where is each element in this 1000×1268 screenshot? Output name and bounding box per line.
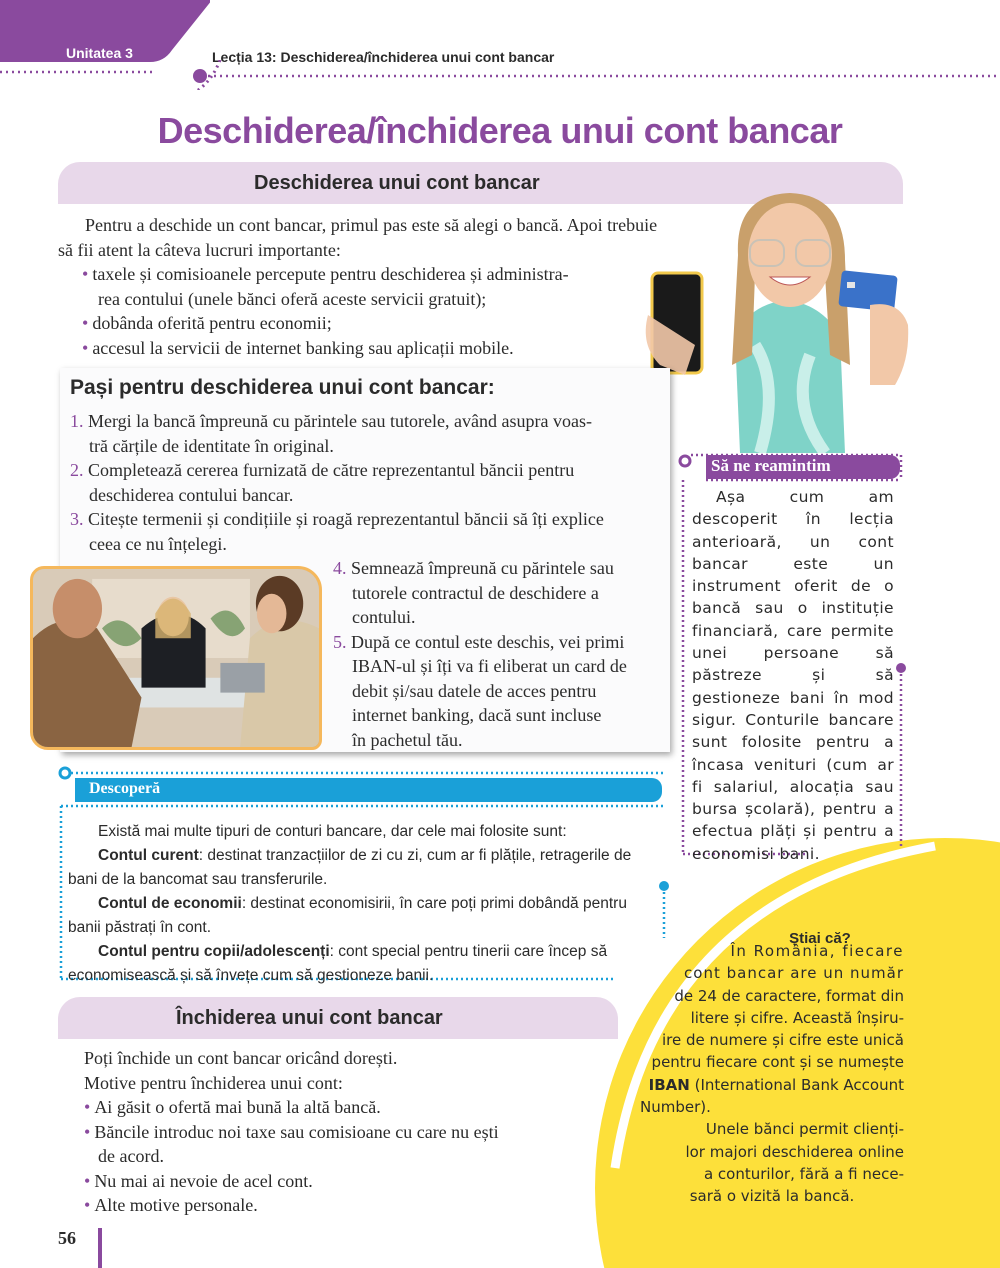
list-item: • Băncile introduc noi taxe sau comisioane cu care nu ești <box>84 1120 604 1145</box>
page-title: Deschiderea/închiderea unui cont bancar <box>157 110 843 151</box>
discover-intro: Există mai multe tipuri de conturi bancare, dar cele mai folosite sunt: <box>98 823 567 840</box>
step-item-continued: IBAN-ul și îți va fi eliberat un card de <box>352 656 627 676</box>
step-item: 3. Citește termenii și condițiile și roagă reprezentantul băncii să îți explice <box>70 509 604 529</box>
closing-line: Motive pentru închiderea unui cont: <box>84 1072 343 1093</box>
step-item-continued: contului. <box>352 607 416 627</box>
step-item-continued: debit și/sau datele de acces pentru <box>352 680 597 701</box>
section-title-closing: Închiderea unui cont bancar <box>176 1007 443 1029</box>
steps-title: Pași pentru deschiderea unui cont bancar: <box>70 376 495 399</box>
steps-list-4-5 <box>333 556 663 752</box>
text-line: Number). <box>640 1098 711 1117</box>
list-item-continued: rea contului (unele bănci oferă aceste servicii gratuit); <box>98 288 487 309</box>
page-number: 56 <box>58 1228 76 1248</box>
text-line: lor majori deschiderea online <box>685 1142 904 1161</box>
discover-header <box>75 778 662 802</box>
account-type-item: Contul de economii: destinat economisirii, în care poți primi dobândă pentru banii păstrați în cont. <box>68 895 627 936</box>
intro-line: să fii atent la câteva lucruri importante: <box>58 239 341 260</box>
list-item: • dobânda oferită pentru economii; <box>58 311 658 336</box>
text-line: IBAN (International Bank Account <box>648 1075 904 1094</box>
header-dotted-line <box>0 60 1000 90</box>
list-item: • Alte motive personale. <box>84 1193 604 1218</box>
text-line: pentru fiecare cont și se numește <box>651 1053 904 1072</box>
did-you-know-text <box>640 940 904 1208</box>
steps-list-1-3 <box>70 409 660 556</box>
step-item: 1. Mergi la bancă împreună cu părintele sau tutorele, având asupra voas- <box>70 411 592 431</box>
opening-intro <box>58 213 658 360</box>
text-line: sară o vizită la bancă. <box>689 1187 855 1206</box>
text-line: a conturilor, fără a fi nece- <box>703 1164 904 1183</box>
account-type-item: Contul curent: destinat tranzacțiilor de zi cu zi, cum ar fi plățile, retragerile de bani de la bancomat sau transferurile. <box>68 847 632 888</box>
unit-label: Unitatea 3 <box>66 45 133 61</box>
step-item-continued: tutorele contractul de deschidere a <box>352 582 599 603</box>
girl-with-phone-and-card-photo <box>640 185 930 453</box>
step-item-continued: deschiderea contului bancar. <box>89 484 294 505</box>
step-item: 2. Completează cererea furnizată de către reprezentantul băncii pentru <box>70 460 575 480</box>
text-line: cont bancar are un număr <box>684 964 904 983</box>
list-item: • Ai găsit o ofertă mai bună la altă bancă. <box>84 1095 604 1120</box>
page-number-bar <box>98 1228 102 1268</box>
lesson-label: Lecția 13: Deschiderea/închiderea unui cont bancar <box>212 49 555 65</box>
discover-title: Descoperă <box>89 780 161 797</box>
closing-text <box>84 1046 604 1218</box>
list-item: • Nu mai ai nevoie de acel cont. <box>84 1169 604 1194</box>
list-item: • accesul la servicii de internet banking sau aplicații mobile. <box>58 336 658 361</box>
text-line: În România, fiecare <box>730 942 904 960</box>
account-type-item: Contul pentru copii/adolescenți: cont special pentru tinerii care încep să economisească și să învețe cum să gestioneze banii. <box>68 943 608 984</box>
section-title-opening: Deschiderea unui cont bancar <box>254 172 540 194</box>
text-line: ire de numere și cifre este unică <box>661 1031 904 1050</box>
text-line: de 24 de caractere, format din <box>674 986 904 1005</box>
closing-line: Poți închide un cont bancar oricând dorești. <box>84 1048 398 1068</box>
did-you-know-title: Știai că? <box>789 930 851 947</box>
step-item-continued: tră cărțile de identitate în original. <box>89 435 334 456</box>
intro-line: Pentru a deschide un cont bancar, primul pas este să alegi o bancă. Apoi trebuie <box>85 215 658 235</box>
step-item-continued: în pachetul tău. <box>352 729 463 750</box>
discover-text <box>68 820 658 988</box>
section-header-closing <box>58 997 618 1039</box>
text-line: Unele bănci permit clienți- <box>705 1120 904 1139</box>
reminder-title: Să ne reamintim <box>711 456 831 475</box>
step-item-continued: internet banking, dacă sunt incluse <box>352 705 602 725</box>
step-item: 5. După ce contul este deschis, vei primi <box>333 631 625 652</box>
step-item: 4. Semnează împreună cu părintele sau <box>333 558 614 578</box>
text-line: litere și cifre. Această înșiru- <box>690 1008 904 1027</box>
bank-meeting-photo <box>30 566 322 750</box>
step-item-continued: ceea ce nu înțelegi. <box>89 533 227 554</box>
list-item: • taxele și comisioanele percepute pentru deschiderea și administra- <box>58 262 658 287</box>
reminder-text: Așa cum am descoperit în lecția anterioară, un cont bancar este un instrument oferit de o bancă sau o instituție financiară, care permite unei persoane să păstreze și să gestioneze bani în mod sigur. Conturile bancare sunt folosite pentru a încasa venituri (cum ar fi salariul, alocația sau bursa școlară), pentru a efectua plăți și pentru a economisi bani. <box>692 488 894 863</box>
list-item-continued: de acord. <box>98 1146 164 1166</box>
